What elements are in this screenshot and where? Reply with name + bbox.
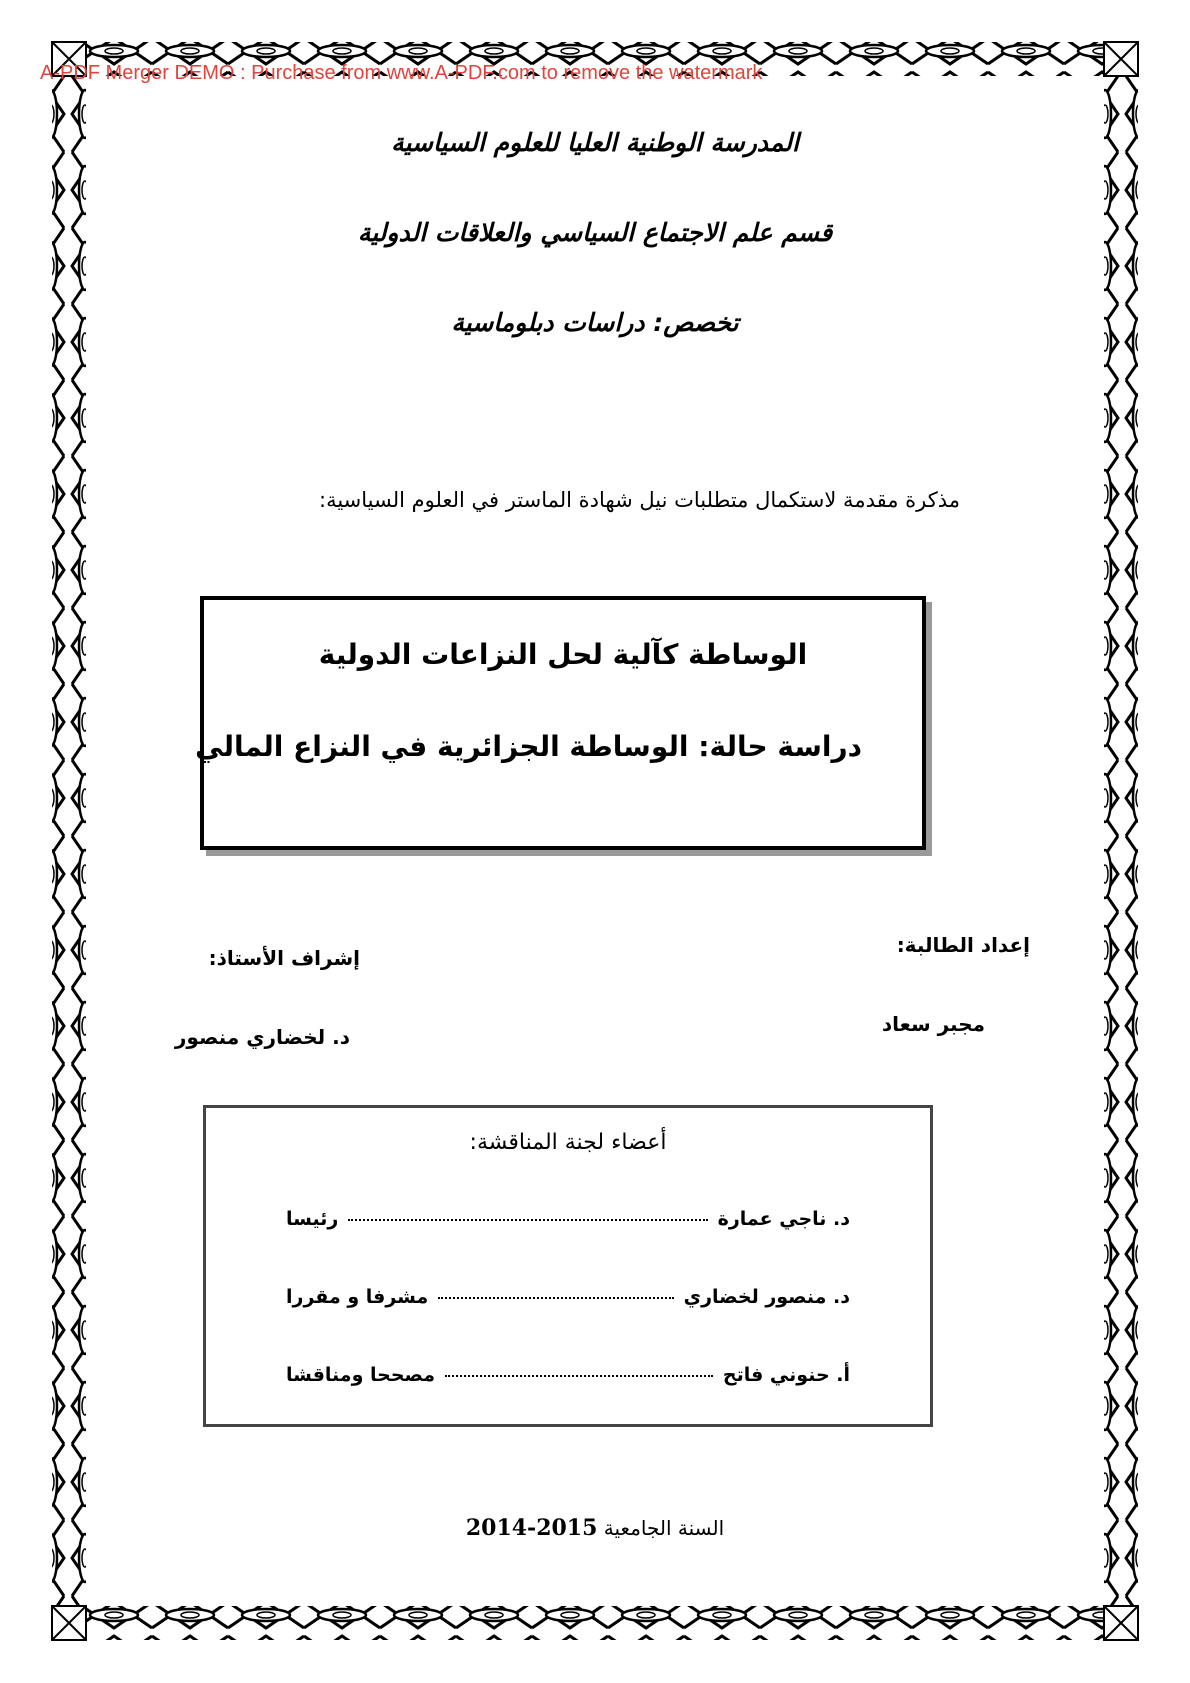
case-study-line <box>195 730 862 763</box>
committee-title: أعضاء لجنة المناقشة: <box>469 1130 667 1155</box>
dotted-leader <box>438 1297 673 1299</box>
case-study-label: دراسة حالة: <box>698 730 862 763</box>
intro-statement: مذكرة مقدمة لاستكمال متطلبات نيل شهادة الماستر في العلوم السياسية: <box>319 488 960 512</box>
student-name: مجبر سعاد <box>881 1012 985 1036</box>
dotted-leader <box>348 1219 707 1221</box>
committee-member-row <box>286 1208 850 1238</box>
supervisor-name: د. لخضاري منصور <box>174 1025 350 1049</box>
member-name: د. منصور لخضاري <box>683 1286 850 1308</box>
case-study-text: الوساطة الجزائرية في النزاع المالي <box>195 730 689 763</box>
thesis-title: الوساطة كآلية لحل النزاعات الدولية <box>318 638 808 671</box>
watermark-text: A-PDF Merger DEMO : Purchase from www.A-PDF.com to remove the watermark <box>40 62 763 84</box>
committee-box <box>203 1105 933 1427</box>
member-role: مشرفا و مقررا <box>286 1286 429 1308</box>
committee-member-row <box>286 1364 850 1394</box>
academic-year <box>0 1515 1190 1541</box>
student-label: إعداد الطالبة: <box>896 933 1030 957</box>
thesis-title-box <box>195 596 926 850</box>
academic-year-label: السنة الجامعية <box>603 1516 725 1540</box>
department-name: قسم علم الاجتماع السياسي والعلاقات الدولية <box>357 218 833 247</box>
member-role: مصححا ومناقشا <box>286 1364 435 1386</box>
specialty: تخصص: دراسات دبلوماسية <box>451 308 739 337</box>
school-name: المدرسة الوطنية العليا للعلوم السياسية <box>391 128 799 157</box>
dotted-leader <box>445 1375 713 1377</box>
member-name: د. ناجي عمارة <box>717 1208 850 1230</box>
member-role: رئيسا <box>286 1208 339 1230</box>
supervisor-label: إشراف الأستاذ: <box>208 946 360 970</box>
committee-member-row <box>286 1286 850 1316</box>
member-name: أ. حنوني فاتح <box>722 1364 850 1386</box>
academic-year-value: 2014-2015 <box>465 1515 598 1541</box>
